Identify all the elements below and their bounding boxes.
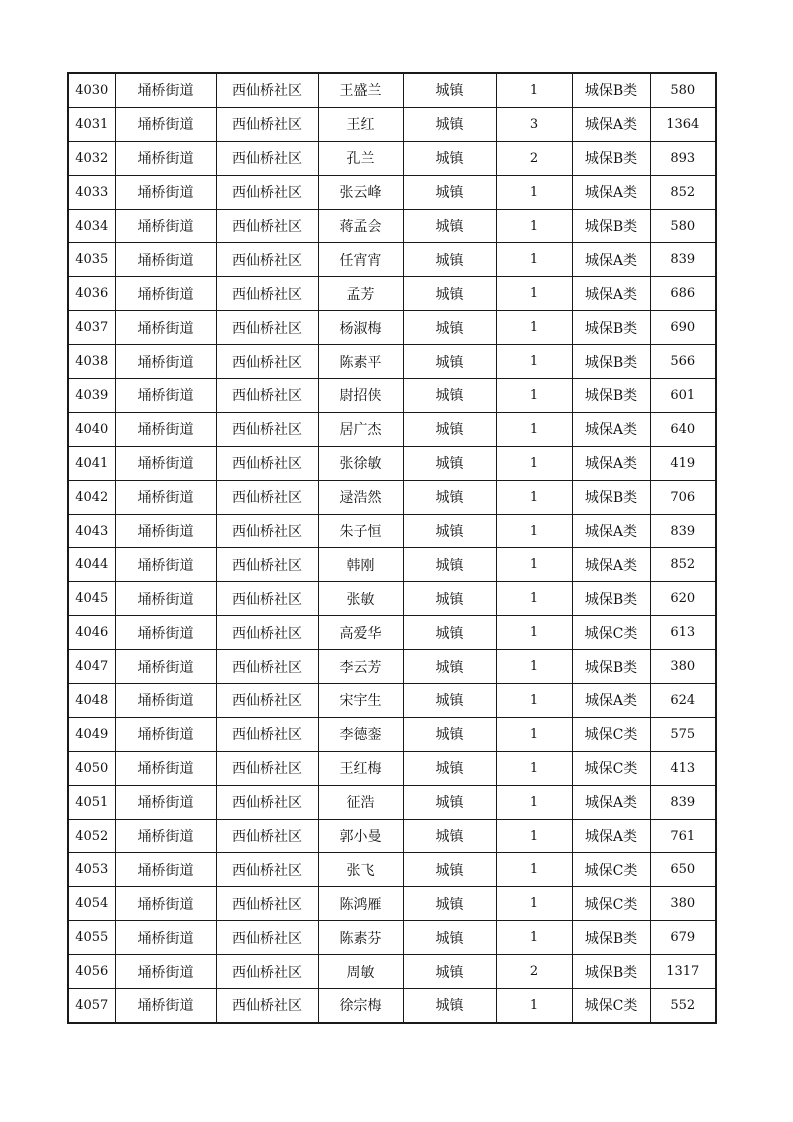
cell-area-type: 城镇 — [403, 243, 496, 277]
cell-area-type: 城镇 — [403, 514, 496, 548]
cell-area-type: 城镇 — [403, 209, 496, 243]
cell-amount: 552 — [650, 989, 716, 1023]
cell-household-count: 1 — [496, 921, 572, 955]
cell-community: 西仙桥社区 — [216, 73, 318, 107]
table-row — [68, 412, 716, 446]
cell-community: 西仙桥社区 — [216, 955, 318, 989]
cell-name: 宋宇生 — [318, 684, 403, 718]
table-row — [68, 616, 716, 650]
cell-name: 朱子恒 — [318, 514, 403, 548]
cell-community: 西仙桥社区 — [216, 853, 318, 887]
cell-street: 埇桥街道 — [115, 819, 216, 853]
cell-household-count: 1 — [496, 209, 572, 243]
cell-street: 埇桥街道 — [115, 616, 216, 650]
cell-name: 韩刚 — [318, 548, 403, 582]
table-row — [68, 277, 716, 311]
cell-amount: 839 — [650, 514, 716, 548]
table-row — [68, 107, 716, 141]
cell-area-type: 城镇 — [403, 379, 496, 413]
cell-record-number: 4049 — [68, 717, 115, 751]
cell-household-count: 1 — [496, 684, 572, 718]
cell-insurance-category: 城保B类 — [572, 955, 650, 989]
cell-record-number: 4056 — [68, 955, 115, 989]
cell-area-type: 城镇 — [403, 107, 496, 141]
cell-amount: 419 — [650, 446, 716, 480]
cell-community: 西仙桥社区 — [216, 480, 318, 514]
cell-record-number: 4036 — [68, 277, 115, 311]
cell-name: 张云峰 — [318, 175, 403, 209]
cell-area-type: 城镇 — [403, 955, 496, 989]
cell-household-count: 1 — [496, 650, 572, 684]
cell-insurance-category: 城保C类 — [572, 616, 650, 650]
cell-insurance-category: 城保A类 — [572, 412, 650, 446]
cell-area-type: 城镇 — [403, 819, 496, 853]
cell-name: 逯浩然 — [318, 480, 403, 514]
cell-insurance-category: 城保A类 — [572, 819, 650, 853]
table-row — [68, 921, 716, 955]
cell-insurance-category: 城保C类 — [572, 751, 650, 785]
table-row — [68, 887, 716, 921]
cell-community: 西仙桥社区 — [216, 717, 318, 751]
cell-insurance-category: 城保B类 — [572, 480, 650, 514]
cell-amount: 839 — [650, 243, 716, 277]
cell-household-count: 2 — [496, 955, 572, 989]
cell-street: 埇桥街道 — [115, 548, 216, 582]
cell-name: 张飞 — [318, 853, 403, 887]
cell-amount: 601 — [650, 379, 716, 413]
cell-record-number: 4037 — [68, 311, 115, 345]
table-row — [68, 819, 716, 853]
cell-name: 王红梅 — [318, 751, 403, 785]
cell-street: 埇桥街道 — [115, 514, 216, 548]
cell-community: 西仙桥社区 — [216, 243, 318, 277]
cell-record-number: 4057 — [68, 989, 115, 1023]
table-row — [68, 345, 716, 379]
cell-community: 西仙桥社区 — [216, 548, 318, 582]
cell-amount: 580 — [650, 73, 716, 107]
cell-household-count: 1 — [496, 751, 572, 785]
cell-household-count: 3 — [496, 107, 572, 141]
cell-street: 埇桥街道 — [115, 277, 216, 311]
cell-record-number: 4044 — [68, 548, 115, 582]
cell-household-count: 1 — [496, 480, 572, 514]
cell-amount: 380 — [650, 650, 716, 684]
cell-household-count: 1 — [496, 582, 572, 616]
cell-area-type: 城镇 — [403, 921, 496, 955]
cell-street: 埇桥街道 — [115, 141, 216, 175]
cell-name: 任宵宵 — [318, 243, 403, 277]
cell-community: 西仙桥社区 — [216, 141, 318, 175]
cell-area-type: 城镇 — [403, 412, 496, 446]
cell-record-number: 4055 — [68, 921, 115, 955]
cell-area-type: 城镇 — [403, 684, 496, 718]
cell-insurance-category: 城保B类 — [572, 345, 650, 379]
cell-name: 陈鸿雁 — [318, 887, 403, 921]
cell-household-count: 1 — [496, 446, 572, 480]
cell-household-count: 2 — [496, 141, 572, 175]
cell-street: 埇桥街道 — [115, 175, 216, 209]
cell-street: 埇桥街道 — [115, 955, 216, 989]
table-row — [68, 650, 716, 684]
cell-community: 西仙桥社区 — [216, 311, 318, 345]
cell-community: 西仙桥社区 — [216, 684, 318, 718]
cell-community: 西仙桥社区 — [216, 412, 318, 446]
cell-name: 李云芳 — [318, 650, 403, 684]
cell-insurance-category: 城保A类 — [572, 243, 650, 277]
cell-record-number: 4040 — [68, 412, 115, 446]
cell-area-type: 城镇 — [403, 480, 496, 514]
cell-amount: 620 — [650, 582, 716, 616]
cell-community: 西仙桥社区 — [216, 616, 318, 650]
cell-amount: 761 — [650, 819, 716, 853]
cell-record-number: 4051 — [68, 785, 115, 819]
cell-household-count: 1 — [496, 379, 572, 413]
cell-insurance-category: 城保A类 — [572, 548, 650, 582]
cell-community: 西仙桥社区 — [216, 209, 318, 243]
cell-name: 徐宗梅 — [318, 989, 403, 1023]
cell-insurance-category: 城保A类 — [572, 446, 650, 480]
cell-name: 王红 — [318, 107, 403, 141]
table-row — [68, 989, 716, 1023]
table-row — [68, 446, 716, 480]
cell-amount: 413 — [650, 751, 716, 785]
cell-amount: 613 — [650, 616, 716, 650]
cell-amount: 380 — [650, 887, 716, 921]
cell-street: 埇桥街道 — [115, 921, 216, 955]
cell-insurance-category: 城保A类 — [572, 684, 650, 718]
cell-record-number: 4042 — [68, 480, 115, 514]
cell-record-number: 4052 — [68, 819, 115, 853]
cell-insurance-category: 城保B类 — [572, 209, 650, 243]
table-body — [68, 73, 716, 1023]
cell-name: 尉招侠 — [318, 379, 403, 413]
cell-area-type: 城镇 — [403, 141, 496, 175]
cell-name: 杨淑梅 — [318, 311, 403, 345]
cell-street: 埇桥街道 — [115, 480, 216, 514]
cell-street: 埇桥街道 — [115, 785, 216, 819]
cell-record-number: 4038 — [68, 345, 115, 379]
cell-amount: 852 — [650, 175, 716, 209]
cell-area-type: 城镇 — [403, 446, 496, 480]
table-row — [68, 175, 716, 209]
cell-household-count: 1 — [496, 277, 572, 311]
cell-community: 西仙桥社区 — [216, 514, 318, 548]
cell-amount: 575 — [650, 717, 716, 751]
cell-insurance-category: 城保C类 — [572, 853, 650, 887]
cell-name: 孟芳 — [318, 277, 403, 311]
table-row — [68, 379, 716, 413]
cell-household-count: 1 — [496, 548, 572, 582]
cell-record-number: 4032 — [68, 141, 115, 175]
cell-household-count: 1 — [496, 412, 572, 446]
cell-insurance-category: 城保B类 — [572, 311, 650, 345]
cell-street: 埇桥街道 — [115, 73, 216, 107]
table-row — [68, 480, 716, 514]
cell-record-number: 4039 — [68, 379, 115, 413]
cell-area-type: 城镇 — [403, 277, 496, 311]
cell-household-count: 1 — [496, 819, 572, 853]
cell-area-type: 城镇 — [403, 650, 496, 684]
cell-community: 西仙桥社区 — [216, 582, 318, 616]
cell-amount: 690 — [650, 311, 716, 345]
cell-community: 西仙桥社区 — [216, 175, 318, 209]
cell-insurance-category: 城保A类 — [572, 107, 650, 141]
cell-amount: 686 — [650, 277, 716, 311]
cell-street: 埇桥街道 — [115, 243, 216, 277]
cell-street: 埇桥街道 — [115, 717, 216, 751]
table-row — [68, 141, 716, 175]
cell-community: 西仙桥社区 — [216, 921, 318, 955]
cell-household-count: 1 — [496, 345, 572, 379]
cell-area-type: 城镇 — [403, 616, 496, 650]
cell-amount: 852 — [650, 548, 716, 582]
cell-record-number: 4033 — [68, 175, 115, 209]
cell-street: 埇桥街道 — [115, 345, 216, 379]
cell-name: 陈素芬 — [318, 921, 403, 955]
table-row — [68, 73, 716, 107]
beneficiary-table — [67, 72, 717, 1024]
cell-record-number: 4053 — [68, 853, 115, 887]
cell-insurance-category: 城保B类 — [572, 921, 650, 955]
table-row — [68, 243, 716, 277]
cell-street: 埇桥街道 — [115, 751, 216, 785]
cell-insurance-category: 城保C类 — [572, 887, 650, 921]
cell-household-count: 1 — [496, 853, 572, 887]
cell-amount: 839 — [650, 785, 716, 819]
cell-area-type: 城镇 — [403, 175, 496, 209]
cell-street: 埇桥街道 — [115, 853, 216, 887]
cell-community: 西仙桥社区 — [216, 785, 318, 819]
cell-community: 西仙桥社区 — [216, 345, 318, 379]
cell-record-number: 4046 — [68, 616, 115, 650]
cell-record-number: 4041 — [68, 446, 115, 480]
cell-name: 郭小曼 — [318, 819, 403, 853]
cell-household-count: 1 — [496, 311, 572, 345]
cell-record-number: 4043 — [68, 514, 115, 548]
table-row — [68, 684, 716, 718]
cell-street: 埇桥街道 — [115, 684, 216, 718]
cell-name: 高爱华 — [318, 616, 403, 650]
cell-insurance-category: 城保B类 — [572, 73, 650, 107]
table-row — [68, 955, 716, 989]
cell-community: 西仙桥社区 — [216, 446, 318, 480]
cell-area-type: 城镇 — [403, 73, 496, 107]
cell-area-type: 城镇 — [403, 548, 496, 582]
cell-area-type: 城镇 — [403, 853, 496, 887]
cell-community: 西仙桥社区 — [216, 107, 318, 141]
cell-amount: 640 — [650, 412, 716, 446]
cell-insurance-category: 城保A类 — [572, 785, 650, 819]
cell-name: 李德銮 — [318, 717, 403, 751]
cell-record-number: 4045 — [68, 582, 115, 616]
cell-amount: 580 — [650, 209, 716, 243]
cell-community: 西仙桥社区 — [216, 379, 318, 413]
cell-area-type: 城镇 — [403, 311, 496, 345]
cell-area-type: 城镇 — [403, 717, 496, 751]
cell-name: 陈素平 — [318, 345, 403, 379]
cell-insurance-category: 城保A类 — [572, 175, 650, 209]
cell-amount: 1317 — [650, 955, 716, 989]
cell-name: 张敏 — [318, 582, 403, 616]
cell-household-count: 1 — [496, 717, 572, 751]
cell-amount: 1364 — [650, 107, 716, 141]
table-row — [68, 548, 716, 582]
cell-insurance-category: 城保B类 — [572, 379, 650, 413]
cell-community: 西仙桥社区 — [216, 751, 318, 785]
cell-name: 蒋孟会 — [318, 209, 403, 243]
cell-household-count: 1 — [496, 175, 572, 209]
cell-record-number: 4054 — [68, 887, 115, 921]
cell-record-number: 4048 — [68, 684, 115, 718]
cell-community: 西仙桥社区 — [216, 277, 318, 311]
cell-amount: 893 — [650, 141, 716, 175]
cell-area-type: 城镇 — [403, 751, 496, 785]
cell-area-type: 城镇 — [403, 887, 496, 921]
cell-amount: 650 — [650, 853, 716, 887]
cell-household-count: 1 — [496, 514, 572, 548]
cell-insurance-category: 城保B类 — [572, 141, 650, 175]
cell-street: 埇桥街道 — [115, 107, 216, 141]
cell-name: 居广杰 — [318, 412, 403, 446]
cell-street: 埇桥街道 — [115, 209, 216, 243]
table-row — [68, 582, 716, 616]
cell-record-number: 4050 — [68, 751, 115, 785]
table-row — [68, 514, 716, 548]
cell-name: 孔兰 — [318, 141, 403, 175]
cell-name: 王盛兰 — [318, 73, 403, 107]
cell-household-count: 1 — [496, 785, 572, 819]
cell-amount: 624 — [650, 684, 716, 718]
cell-community: 西仙桥社区 — [216, 887, 318, 921]
table-row — [68, 751, 716, 785]
cell-street: 埇桥街道 — [115, 412, 216, 446]
cell-household-count: 1 — [496, 243, 572, 277]
cell-amount: 566 — [650, 345, 716, 379]
cell-street: 埇桥街道 — [115, 446, 216, 480]
cell-household-count: 1 — [496, 616, 572, 650]
cell-area-type: 城镇 — [403, 989, 496, 1023]
cell-amount: 706 — [650, 480, 716, 514]
cell-area-type: 城镇 — [403, 785, 496, 819]
cell-insurance-category: 城保C类 — [572, 717, 650, 751]
cell-street: 埇桥街道 — [115, 379, 216, 413]
table-row — [68, 853, 716, 887]
cell-area-type: 城镇 — [403, 345, 496, 379]
cell-household-count: 1 — [496, 73, 572, 107]
table-row — [68, 785, 716, 819]
cell-insurance-category: 城保A类 — [572, 514, 650, 548]
cell-community: 西仙桥社区 — [216, 819, 318, 853]
cell-record-number: 4030 — [68, 73, 115, 107]
cell-community: 西仙桥社区 — [216, 650, 318, 684]
cell-insurance-category: 城保B类 — [572, 650, 650, 684]
cell-record-number: 4035 — [68, 243, 115, 277]
cell-street: 埇桥街道 — [115, 650, 216, 684]
table-row — [68, 209, 716, 243]
cell-area-type: 城镇 — [403, 582, 496, 616]
cell-amount: 679 — [650, 921, 716, 955]
table-row — [68, 717, 716, 751]
cell-record-number: 4031 — [68, 107, 115, 141]
cell-household-count: 1 — [496, 887, 572, 921]
cell-street: 埇桥街道 — [115, 582, 216, 616]
cell-record-number: 4034 — [68, 209, 115, 243]
table-row — [68, 311, 716, 345]
cell-street: 埇桥街道 — [115, 989, 216, 1023]
cell-insurance-category: 城保A类 — [572, 277, 650, 311]
cell-community: 西仙桥社区 — [216, 989, 318, 1023]
cell-insurance-category: 城保B类 — [572, 582, 650, 616]
cell-name: 张徐敏 — [318, 446, 403, 480]
cell-insurance-category: 城保C类 — [572, 989, 650, 1023]
cell-street: 埇桥街道 — [115, 887, 216, 921]
cell-name: 征浩 — [318, 785, 403, 819]
cell-street: 埇桥街道 — [115, 311, 216, 345]
cell-household-count: 1 — [496, 989, 572, 1023]
cell-name: 周敏 — [318, 955, 403, 989]
cell-record-number: 4047 — [68, 650, 115, 684]
